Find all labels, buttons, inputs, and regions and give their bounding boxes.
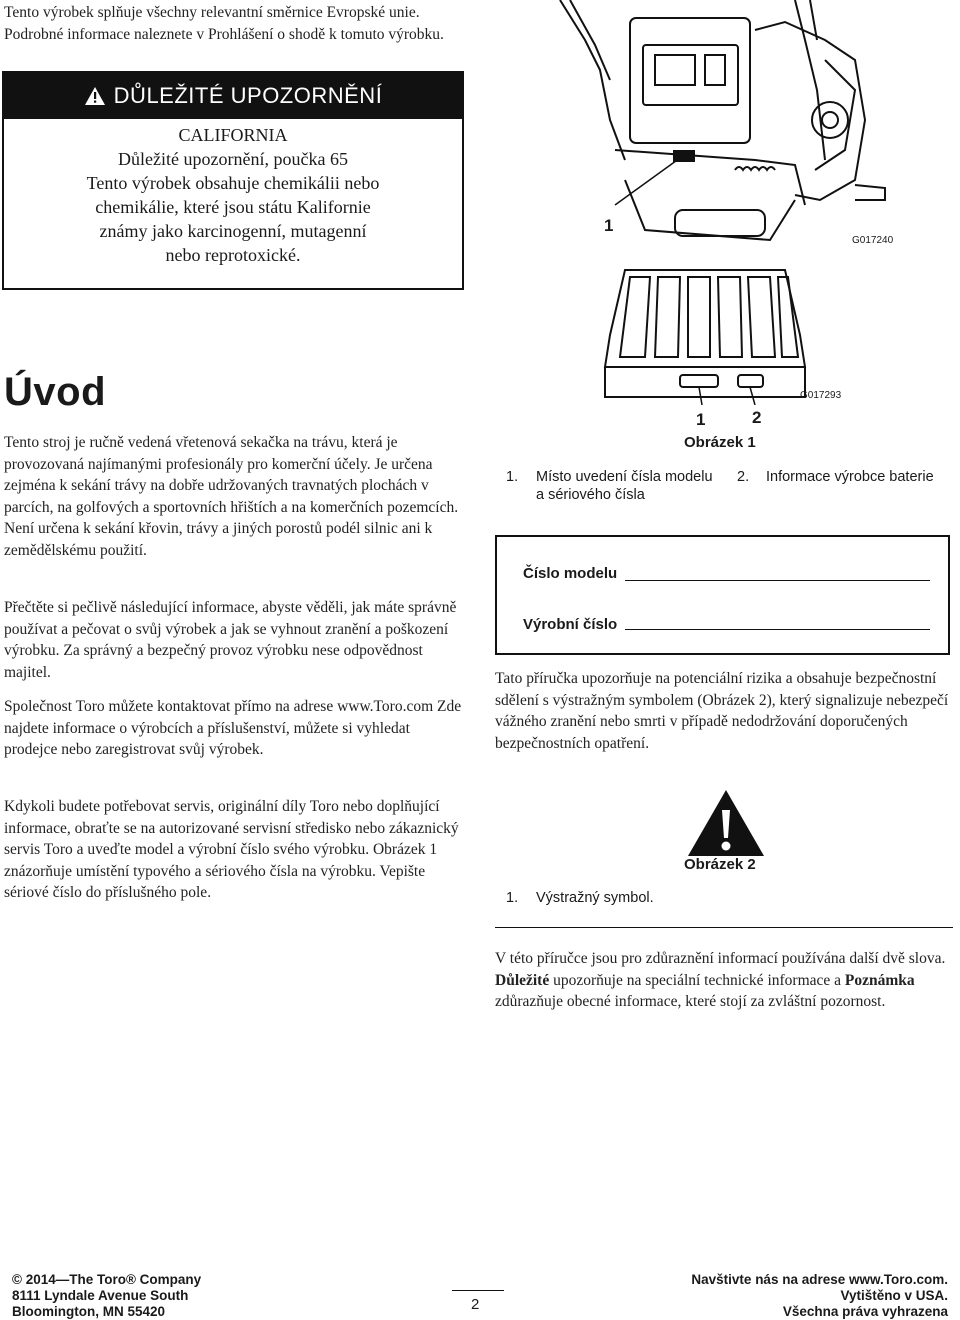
warning-triangle-icon <box>84 86 106 106</box>
footer-right <box>691 1272 948 1320</box>
signal-words-paragraph <box>495 948 953 1013</box>
warning-box <box>2 71 464 290</box>
figure2-legend-num: 1. <box>506 890 519 906</box>
footer-address: 8111 Lyndale Avenue South <box>12 1288 189 1303</box>
signal-words-text: V této příručce jsou pro zdůraznění informací používána další dvě slova. <box>495 950 946 967</box>
warning-body <box>4 123 462 267</box>
footer-printed: Vytištěno v USA. <box>840 1288 948 1303</box>
figure1-legend-num-2: 2. <box>737 469 750 485</box>
figure1-top-callout: 1 <box>604 216 614 235</box>
warning-line: CALIFORNIA <box>178 125 288 145</box>
warning-line: Tento výrobek obsahuje chemikálii nebo <box>86 173 380 193</box>
signal-words-text: zdůrazňuje obecné informace, které stojí za zvláštní pozornost. <box>495 993 886 1010</box>
mower-illustration <box>555 0 955 260</box>
model-number-line[interactable] <box>625 580 930 581</box>
note-word: Poznámka <box>844 971 915 989</box>
footer-website: Navštivte nás na adrese www.Toro.com. <box>691 1272 948 1287</box>
footer-city: Bloomington, MN 55420 <box>12 1304 166 1319</box>
figure1-bottom-code: G017293 <box>800 390 842 401</box>
serial-number-form <box>495 535 950 655</box>
intro-paragraph: Kdykoli budete potřebovat servis, originální díly Toro nebo doplňující informace, obraťte se na autorizované servisní středisko nebo zákaznický servis Toro a uveďte model a výrobní číslo svého výrobku. Obrázek 1 znázorňuje umístění typového a sériového čísla na výrobku. Vepište sériové číslo do příslušného pole. <box>4 798 459 901</box>
warning-line: Důležité upozornění, poučka 65 <box>118 149 348 169</box>
intro-paragraph: Tento stroj je ručně vedená vřetenová sekačka na trávu, která je provozovaná najímanými profesionály pro komerční účely. Je určena zejména k sekání trávy na dobře udržovaných travnatých plochách v parcích, na golfových a sportovních hřištích a na komerčních pozemcích. Není určena k sekání křovin, trávy a jiných porostů podél silnic ani k zemědělskému použití. <box>4 434 459 559</box>
model-number-label: Číslo modelu <box>523 565 618 582</box>
signal-words-text: upozorňuje na speciální technické informace a <box>549 971 845 989</box>
page-number: 2 <box>471 1296 480 1313</box>
warning-line: nebo reprotoxické. <box>165 245 301 265</box>
figure1-callout-1: 1 <box>696 410 706 429</box>
safety-alert-icon <box>686 788 766 858</box>
figure2-title: Obrázek 2 <box>684 856 756 873</box>
intro-paragraph: Společnost Toro můžete kontaktovat přímo na adrese www.Toro.com Zde najdete informace o výrobcích a příslušenství, můžete si vyhledat prodejce nebo zaregistrovat svůj výrobek. <box>4 698 462 758</box>
divider <box>495 927 953 928</box>
warning-header <box>4 73 462 119</box>
warning-line: známy jako karcinogenní, mutagenní <box>99 221 367 241</box>
figure1-top-code: G017240 <box>852 235 894 246</box>
figure1-legend-text-2: Informace výrobce baterie <box>766 469 934 485</box>
footer-copyright: © 2014—The Toro® Company <box>12 1272 202 1287</box>
battery-illustration <box>600 265 810 405</box>
figure2-legend-text: Výstražný symbol. <box>536 890 654 906</box>
serial-number-label: Výrobní číslo <box>523 616 618 633</box>
serial-number-line[interactable] <box>625 629 930 630</box>
warning-line: chemikálie, které jsou státu Kalifornie <box>95 197 371 217</box>
warning-header-text: DŮLEŽITÉ UPOZORNĚNÍ <box>113 83 383 108</box>
footer-rights: Všechna práva vyhrazena <box>782 1304 948 1319</box>
figure1-title: Obrázek 1 <box>684 434 756 451</box>
safety-paragraph: Tato příručka upozorňuje na potenciální rizika a obsahuje bezpečnostní sdělení s výstražným symbolem (Obrázek 2), který signalizuje nebezpečí vážného zranění nebo smrti v případě nedodržování doporučených bezpečnostních opatření. <box>495 670 949 752</box>
top-notice-text: Tento výrobek splňuje všechny relevantní směrnice Evropské unie. Podrobné informace naleznete v Prohlášení o shodě k tomuto výrobku. <box>4 4 444 43</box>
figure1-legend-num-1: 1. <box>506 469 519 485</box>
important-word: Důležité <box>495 971 550 989</box>
intro-heading: Úvod <box>4 370 106 414</box>
intro-paragraph: Přečtěte si pečlivě následující informace, abyste věděli, jak máte správně používat a pečovat o svůj výrobek a jak se vyhnout zranění a poškození výrobku. Za správný a bezpečný provoz výrobku nese odpovědnost majitel. <box>4 599 457 681</box>
page-number-rule <box>452 1290 504 1291</box>
figure1-legend-text-1: Místo uvedení čísla modelu a sériového čísla <box>536 469 713 503</box>
figure1-callout-2: 2 <box>752 408 762 427</box>
footer-left <box>12 1272 201 1320</box>
